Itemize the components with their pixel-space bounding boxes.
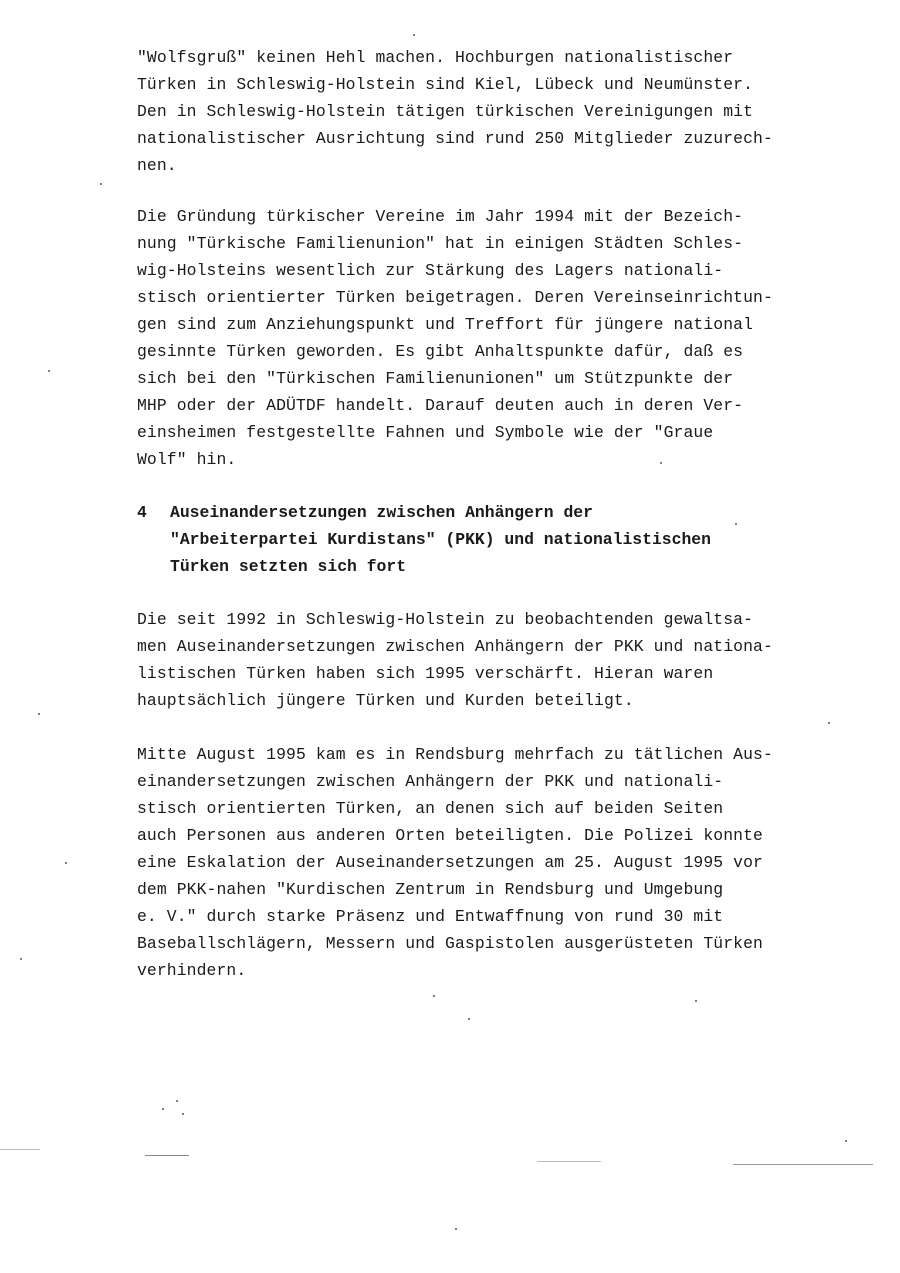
text-line: nationalistischer Ausrichtung sind rund 250 Mitglieder zuzurech-: [137, 129, 773, 148]
scan-speck: [182, 1113, 184, 1115]
text-line: stisch orientierten Türken, an denen sich auf beiden Seiten: [137, 799, 724, 818]
paragraph-2: [137, 203, 857, 473]
text-line: Den in Schleswig-Holstein tätigen türkischen Vereinigungen mit: [137, 102, 754, 121]
text-line: MHP oder der ADÜTDF handelt. Darauf deuten auch in deren Ver-: [137, 396, 744, 415]
text-line: Wolf" hin.: [137, 450, 237, 469]
scan-speck: [65, 862, 67, 864]
section-heading: [137, 499, 857, 580]
paragraph-1: [137, 44, 857, 179]
text-line: einsheimen festgestellte Fahnen und Symbole wie der "Graue: [137, 423, 714, 442]
scan-line: [145, 1155, 189, 1156]
text-line: hauptsächlich jüngere Türken und Kurden beteiligt.: [137, 691, 634, 710]
scan-speck: [455, 1228, 457, 1230]
text-line: wig-Holsteins wesentlich zur Stärkung des Lagers nationali-: [137, 261, 724, 280]
text-line: sich bei den "Türkischen Familienunionen" um Stützpunkte der: [137, 369, 734, 388]
scan-speck: [176, 1100, 178, 1102]
scan-speck: [735, 523, 737, 525]
scan-speck: [413, 34, 415, 36]
scan-speck: [48, 370, 50, 372]
scan-speck: [20, 958, 22, 960]
scan-speck: [695, 1000, 697, 1002]
section-title-line: Auseinandersetzungen zwischen Anhängern der: [170, 503, 593, 522]
scan-line: [0, 1149, 40, 1150]
scan-line: [537, 1161, 601, 1162]
scan-speck: [162, 1108, 164, 1110]
text-line: gesinnte Türken geworden. Es gibt Anhaltspunkte dafür, daß es: [137, 342, 744, 361]
text-line: men Auseinandersetzungen zwischen Anhängern der PKK und nationa-: [137, 637, 773, 656]
scan-speck: [660, 462, 662, 464]
scan-speck: [468, 1018, 470, 1020]
text-line: gen sind zum Anziehungspunkt und Treffort für jüngere national: [137, 315, 754, 334]
paragraph-4: [137, 741, 857, 984]
text-line: Mitte August 1995 kam es in Rendsburg mehrfach zu tätlichen Aus-: [137, 745, 773, 764]
text-line: dem PKK-nahen "Kurdischen Zentrum in Rendsburg und Umgebung: [137, 880, 724, 899]
text-line: Baseballschlägern, Messern und Gaspistolen ausgerüsteten Türken: [137, 934, 763, 953]
section-title-line: Türken setzten sich fort: [170, 557, 407, 576]
text-line: Die Gründung türkischer Vereine im Jahr 1994 mit der Bezeich-: [137, 207, 744, 226]
text-line: e. V." durch starke Präsenz und Entwaffnung von rund 30 mit: [137, 907, 724, 926]
paragraph-3: [137, 606, 857, 714]
text-line: listischen Türken haben sich 1995 verschärft. Hieran waren: [137, 664, 714, 683]
text-line: nen.: [137, 156, 177, 175]
section-number: 4: [137, 503, 147, 522]
scan-line: [733, 1164, 873, 1165]
text-line: Die seit 1992 in Schleswig-Holstein zu beobachtenden gewaltsa-: [137, 610, 754, 629]
text-line: nung "Türkische Familienunion" hat in einigen Städten Schles-: [137, 234, 744, 253]
scan-speck: [100, 183, 102, 185]
text-line: verhindern.: [137, 961, 247, 980]
scan-speck: [38, 713, 40, 715]
scan-speck: [433, 995, 435, 997]
text-line: Türken in Schleswig-Holstein sind Kiel, Lübeck und Neumünster.: [137, 75, 754, 94]
text-line: stisch orientierter Türken beigetragen. Deren Vereinseinrichtun-: [137, 288, 773, 307]
section-title: [170, 499, 711, 580]
scan-speck: [845, 1140, 847, 1142]
scan-speck: [828, 722, 830, 724]
text-line: "Wolfsgruß" keinen Hehl machen. Hochburgen nationalistischer: [137, 48, 734, 67]
text-line: einandersetzungen zwischen Anhängern der PKK und nationali-: [137, 772, 724, 791]
text-line: eine Eskalation der Auseinandersetzungen am 25. August 1995 vor: [137, 853, 763, 872]
text-line: auch Personen aus anderen Orten beteiligten. Die Polizei konnte: [137, 826, 763, 845]
section-title-line: "Arbeiterpartei Kurdistans" (PKK) und nationalistischen: [170, 530, 711, 549]
